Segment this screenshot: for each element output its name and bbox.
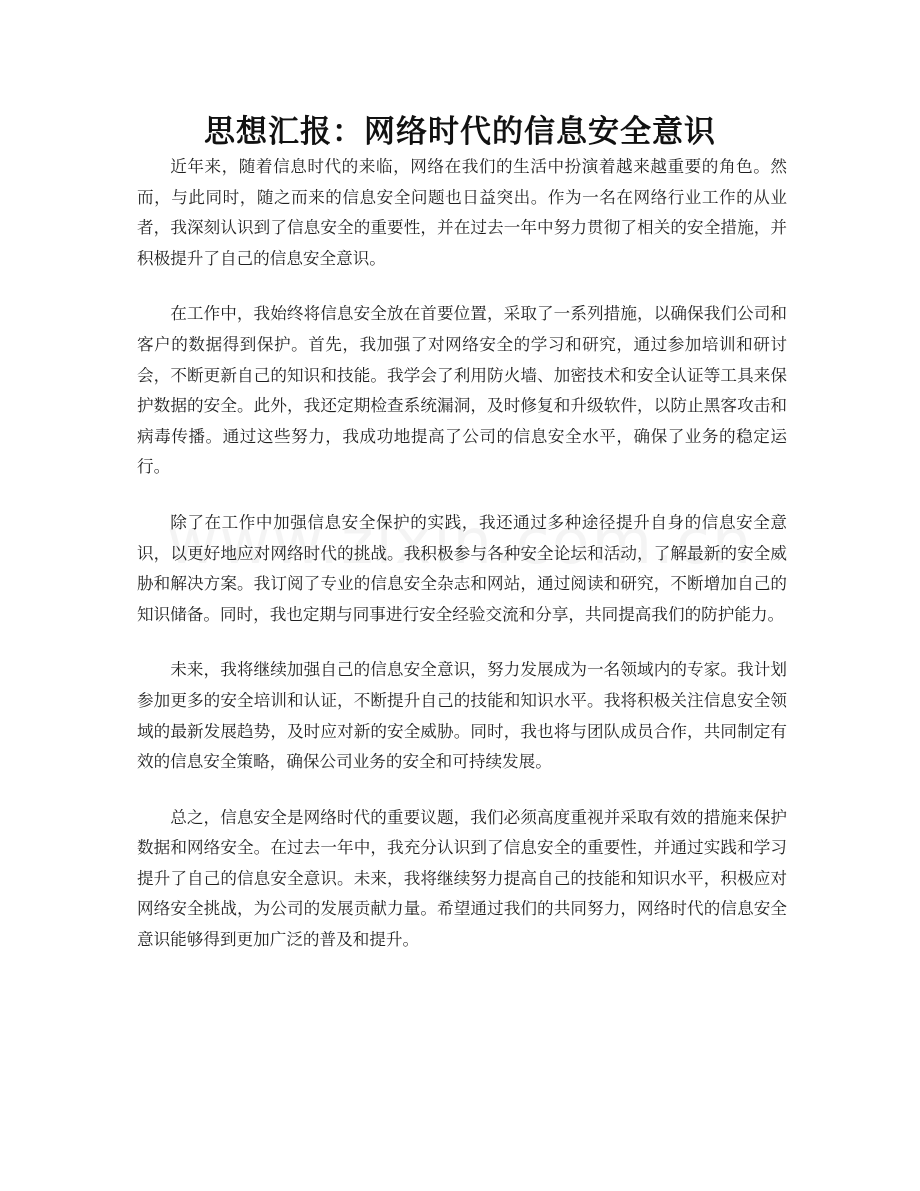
paragraph-4: 未来，我将继续加强自己的信息安全意识，努力发展成为一名领域内的专家。我计划参加更多的安全培训和认证，不断提升自己的技能和知识水平。我将积极关注信息安全领域的最新发展趋势，及时应对新的安全威胁。同时，我也将与团队成员合作，共同制定有效的信息安全策略，确保公司业务的安全和可持续发展。 <box>137 660 787 772</box>
paragraph-3: 除了在工作中加强信息安全保护的实践，我还通过多种途径提升自身的信息安全意识，以更好地应对网络时代的挑战。我积极参与各种安全论坛和活动，了解最新的安全威胁和解决方案。我订阅了专业的信息安全杂志和网站，通过阅读和研究，不断增加自己的知识储备。同时，我也定期与同事进行安全经验交流和分享，共同提高我们的防护能力。 <box>137 512 787 624</box>
paragraph-5: 总之，信息安全是网络时代的重要议题，我们必须高度重视并采取有效的措施来保护数据和网络安全。在过去一年中，我充分认识到了信息安全的重要性，并通过实践和学习提升了自己的信息安全意识。未来，我将继续努力提高自己的技能和知识水平，积极应对网络安全挑战，为公司的发展贡献力量。希望通过我们的共同努力，网络时代的信息安全意识能够得到更加广泛的普及和提升。 <box>137 807 787 950</box>
document-body <box>137 152 787 956</box>
paragraph-1: 近年来，随着信息时代的来临，网络在我们的生活中扮演着越来越重要的角色。然而，与此同时，随之而来的信息安全问题也日益突出。作为一名在网络行业工作的从业者，我深刻认识到了信息安全的重要性，并在过去一年中努力贯彻了相关的安全措施，并积极提升了自己的信息安全意识。 <box>137 157 787 268</box>
paragraph-2: 在工作中，我始终将信息安全放在首要位置，采取了一系列措施，以确保我们公司和客户的数据得到保护。首先，我加强了对网络安全的学习和研究，通过参加培训和研讨会，不断更新自己的知识和技能。我学会了利用防火墙、加密技术和安全认证等工具来保护数据的安全。此外，我还定期检查系统漏洞，及时修复和升级软件，以防止黑客攻击和病毒传播。通过这些努力，我成功地提高了公司的信息安全水平，确保了业务的稳定运行。 <box>137 304 787 477</box>
page-title: 思想汇报：网络时代的信息安全意识 <box>204 114 716 150</box>
